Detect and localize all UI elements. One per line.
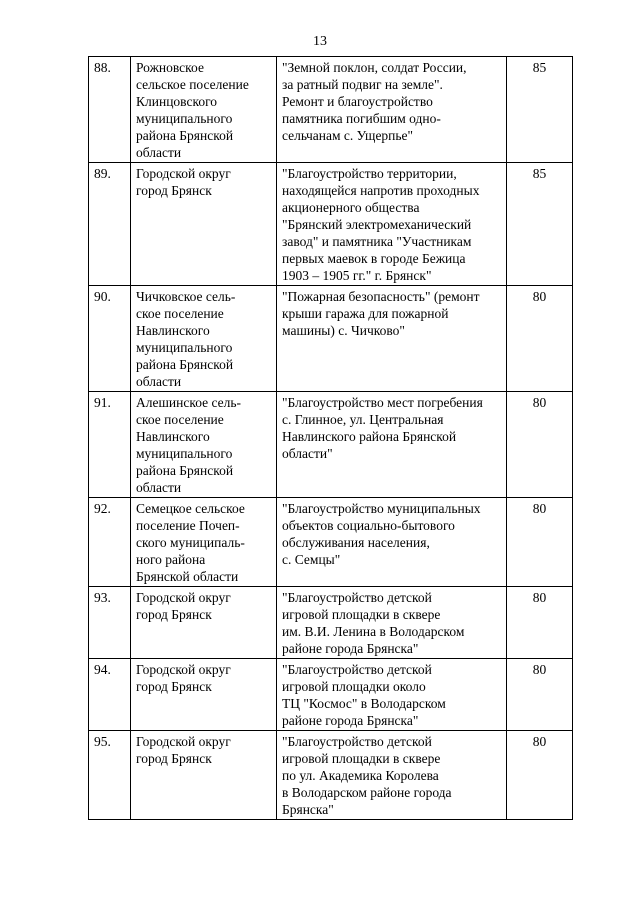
score-cell: 80	[507, 731, 573, 820]
project-cell	[277, 498, 507, 587]
page-number: 13	[313, 34, 327, 49]
project-cell	[277, 587, 507, 659]
municipality-cell	[131, 659, 277, 731]
project-text: "Благоустройство мест погребения с. Глинное, ул. Центральная Навлинского района Брянской области"	[282, 395, 483, 461]
row-number: 95.	[89, 731, 131, 820]
table-row	[89, 163, 573, 286]
project-cell	[277, 731, 507, 820]
municipality-text: Городской округ город Брянск	[136, 662, 231, 694]
municipality-cell	[131, 286, 277, 392]
row-number: 89.	[89, 163, 131, 286]
municipality-text: Рожновское сельское поселение Клинцовского муниципального района Брянской области	[136, 60, 249, 160]
municipality-cell	[131, 731, 277, 820]
row-number: 88.	[89, 57, 131, 163]
project-text: "Земной поклон, солдат России, за ратный подвиг на земле". Ремонт и благоустройство памятника погибшим одно- сельчанам с. Ущерпье"	[282, 60, 467, 143]
project-text: "Благоустройство территории, находящейся напротив проходных акционерного общества "Брянский электромеханический завод" и памятника "Участникам первых маевок в городе Бежица 1903 – 1905 гг." г. Брянск"	[282, 166, 480, 283]
row-number: 90.	[89, 286, 131, 392]
score-cell: 80	[507, 498, 573, 587]
score-cell: 80	[507, 587, 573, 659]
score-cell: 80	[507, 286, 573, 392]
project-text: "Благоустройство детской игровой площадки около ТЦ "Космос" в Володарском районе города Брянска"	[282, 662, 446, 728]
table-row	[89, 392, 573, 498]
table-row	[89, 659, 573, 731]
table-row	[89, 587, 573, 659]
project-cell	[277, 392, 507, 498]
project-cell	[277, 163, 507, 286]
municipality-text: Алешинское сель- ское поселение Навлинского муниципального района Брянской области	[136, 395, 242, 495]
projects-table	[88, 56, 573, 820]
project-text: "Благоустройство детской игровой площадки в сквере им. В.И. Ленина в Володарском районе города Брянска"	[282, 590, 465, 656]
table-row	[89, 286, 573, 392]
table-row	[89, 57, 573, 163]
score-cell: 85	[507, 57, 573, 163]
row-number: 94.	[89, 659, 131, 731]
score-cell: 80	[507, 659, 573, 731]
municipality-text: Городской округ город Брянск	[136, 734, 231, 766]
municipality-cell	[131, 498, 277, 587]
municipality-text: Семецкое сельское поселение Почеп- ского муниципаль- ного района Брянской области	[136, 501, 245, 584]
project-text: "Благоустройство муниципальных объектов социально-бытового обслуживания населения, с. Семцы"	[282, 501, 481, 567]
row-number: 93.	[89, 587, 131, 659]
project-cell	[277, 57, 507, 163]
row-number: 91.	[89, 392, 131, 498]
project-text: "Благоустройство детской игровой площадки в сквере по ул. Академика Королева в Володарском районе города Брянска"	[282, 734, 452, 817]
municipality-cell	[131, 587, 277, 659]
score-cell: 80	[507, 392, 573, 498]
project-text: "Пожарная безопасность" (ремонт крыши гаража для пожарной машины) с. Чичково"	[282, 289, 480, 338]
municipality-cell	[131, 57, 277, 163]
municipality-text: Городской округ город Брянск	[136, 166, 231, 198]
municipality-text: Чичковское сель- ское поселение Навлинского муниципального района Брянской области	[136, 289, 236, 389]
table-row	[89, 498, 573, 587]
municipality-cell	[131, 392, 277, 498]
municipality-cell	[131, 163, 277, 286]
project-cell	[277, 286, 507, 392]
table-row	[89, 731, 573, 820]
score-cell: 85	[507, 163, 573, 286]
municipality-text: Городской округ город Брянск	[136, 590, 231, 622]
row-number: 92.	[89, 498, 131, 587]
project-cell	[277, 659, 507, 731]
